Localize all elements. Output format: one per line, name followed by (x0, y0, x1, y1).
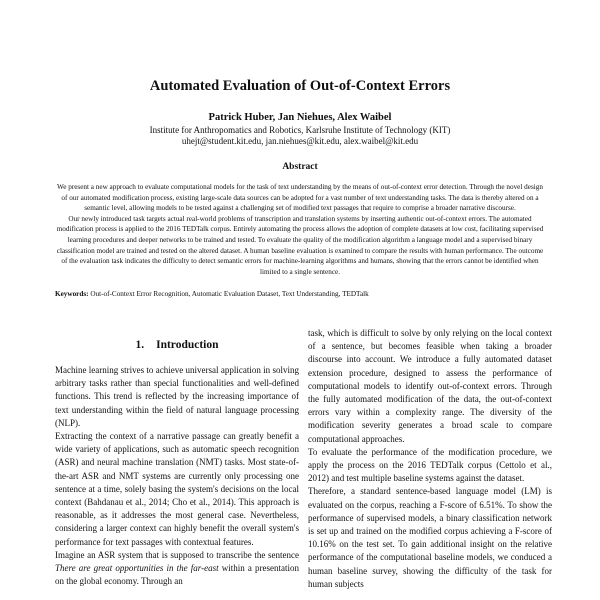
author-list: Patrick Huber, Jan Niehues, Alex Waibel (208, 112, 392, 123)
body-paragraph: task, which is difficult to solve by only relying on the local context of a sentence, but becomes feasible when taking a broader discourse into account. We introduce a fully automated dataset extension procedure, designed to assess the performance of computational models to identify out-of-context errors. Through the fully automated modification of the data, the out-of-context errors vary within a complexity range. The diversity of the modification severity generates a broad scale to compare computational approaches. (308, 328, 552, 444)
body-paragraph (55, 549, 299, 589)
body-paragraph: Machine learning strives to achieve universal application in solving arbitrary tasks rather than special functionalities and well-defined functions. This trend is reflected by the increasing importance of text understanding within the field of natural language processing (NLP). (55, 365, 299, 428)
abstract-body (55, 182, 545, 277)
abstract-paragraph: We present a new approach to evaluate computational models for the task of text understanding by the means of out-of-context error detection. Through the novel design of our automated modification process, existing large-scale data sources can be adopted for a vast number of text understanding tasks. The data is thereby altered on a semantic level, allowing models to be tested against a challenging set of modified text passages that require to comprise a broader narrative discourse. (57, 183, 543, 213)
keywords-text: Out-of-Context Error Recognition, Automatic Evaluation Dataset, Text Understanding, TEDTalk (90, 290, 369, 298)
paper-title: Automated Evaluation of Out-of-Context Errors (149, 78, 451, 94)
abstract-paragraph: Our newly introduced task targets actual real-world problems of transcription and translation systems by inserting authentic out-of-context errors. The automated modification process is applied to the 2016 TEDTalk corpus. Entirely automating the process allows the adoption of complete datasets at low cost, facilitating supervised learning procedures and deeper networks to be trained and tested. To evaluate the quality of the modification algorithm a language model and a supervised binary classification model are trained and tested on the altered dataset. A human baseline evaluation is examined to compare the results with human performance. The outcome of the evaluation task indicates the difficulty to detect semantic errors for machine-learning algorithms and humans, showing that the errors cannot be identified when limited to a single sentence. (56, 214, 544, 276)
body-paragraph: Extracting the context of a narrative passage can greatly benefit a wide variety of applications, such as automatic speech recognition (ASR) and neural machine translation (NMT) tasks. Most state-of-the-art ASR and NMT systems are currently only processing one sentence at a time, solely basing the system's decisions on the local context (Bahdanau et al., 2014; Cho et al., 2014). This approach is reasonable, as it addresses the most general case. Nevertheless, considering a larger context can highly benefit the overall system's performance for text passages with contextual features. (55, 431, 299, 547)
author-emails: uhejt@student.kit.edu, jan.niehues@kit.edu, alex.waibel@kit.edu (181, 136, 419, 146)
section-heading-introduction (55, 339, 299, 351)
affiliation: Institute for Anthropomatics and Robotics, Karlsruhe Institute of Technology (KIT) (149, 125, 451, 135)
left-column (55, 364, 299, 588)
affiliation-block (0, 125, 600, 147)
paragraph-text: within a presentation on the global economy. Through an (55, 563, 299, 587)
right-column (308, 327, 552, 591)
example-sentence: There are great opportunities in the far-east (55, 563, 219, 574)
section-title: Introduction (156, 339, 219, 351)
section-number: 1. (135, 339, 145, 351)
keywords-label: Keywords: (55, 290, 89, 298)
paragraph-text: Imagine an ASR system that is supposed to transcribe the sentence (55, 549, 299, 560)
body-paragraph: Therefore, a standard sentence-based language model (LM) is evaluated on the corpus, reaching a F-score of 6.51%. To show the performance of supervised models, a binary classification network is set up and trained on the modified corpus achieving a F-score of 10.16% on the test set. To gain additional insight on the relative performance of the computational baseline models, we conduced a human baseline survey, showing the difficulty of the task for human subjects (308, 486, 552, 589)
abstract-heading: Abstract (282, 162, 318, 172)
body-paragraph: To evaluate the performance of the modification procedure, we apply the process on the 2016 TEDTalk corpus (Cettolo et al., 2012) and test multiple baseline systems against the dataset. (308, 446, 552, 484)
keywords (55, 289, 545, 299)
